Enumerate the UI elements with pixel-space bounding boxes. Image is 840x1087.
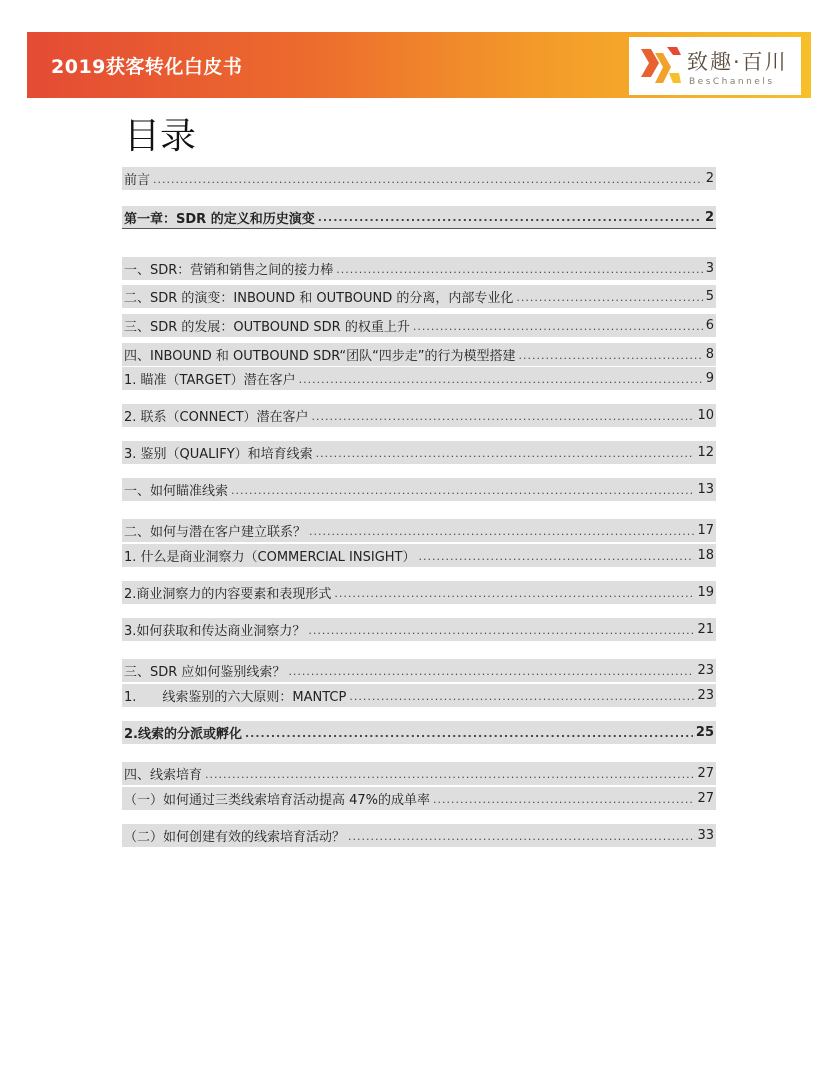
toc-entry[interactable]: 一、如何瞄准线索 ..... 13	[122, 478, 716, 501]
toc-entry[interactable]: （一）如何通过三类线索培育活动提高 47%的成单率 ..... 27	[122, 787, 716, 810]
document-title: 2019获客转化白皮书	[51, 56, 243, 78]
toc-entry[interactable]: 四、INBOUND 和 OUTBOUND SDR“团队“四步走”的行为模型搭建 ..... 8	[122, 343, 716, 366]
toc-entry[interactable]: 前言 ..... 2	[122, 167, 716, 190]
toc-entry[interactable]: 三、SDR 应如何鉴别线索？ ..... 23	[122, 659, 716, 682]
toc-entry[interactable]: 1. 线索鉴别的六大原则：MANTCP ..... 23	[122, 684, 716, 707]
toc-entry[interactable]: 一、SDR：营销和销售之间的接力棒 ..... 3	[122, 257, 716, 280]
toc-entry[interactable]: （二）如何创建有效的线索培育活动？ ..... 33	[122, 824, 716, 847]
logo-text-en: BesChannels	[689, 77, 775, 87]
toc-entry[interactable]: 3.如何获取和传达商业洞察力？ ..... 21	[122, 618, 716, 641]
toc-entry[interactable]: 3. 鉴别（QUALIFY）和培育线索 ..... 12	[122, 441, 716, 464]
toc-entry[interactable]: 1. 什么是商业洞察力（COMMERCIAL INSIGHT） ..... 18	[122, 544, 716, 567]
toc-entry[interactable]: 2.商业洞察力的内容要素和表现形式 ..... 19	[122, 581, 716, 604]
toc-entry[interactable]: 四、线索培育 ..... 27	[122, 762, 716, 785]
logo-text-cn: 致趣·百川	[687, 50, 788, 74]
toc-entry[interactable]: 2.线索的分派或孵化 ..... 25	[122, 721, 716, 744]
toc-heading: 目录	[124, 116, 197, 157]
header-banner	[27, 32, 811, 98]
beschannels-logo-mark-icon	[637, 43, 683, 89]
toc-entry[interactable]: 二、SDR 的演变：INBOUND 和 OUTBOUND 的分离，内部专业化 ..... 5	[122, 285, 716, 308]
toc-entry[interactable]: 2. 联系（CONNECT）潜在客户 ..... 10	[122, 404, 716, 427]
toc-entry[interactable]: 第一章：SDR 的定义和历史演变 ..... 2	[122, 206, 716, 229]
brand-logo	[629, 37, 801, 95]
toc-entry[interactable]: 1. 瞄准（TARGET）潜在客户 ..... 9	[122, 367, 716, 390]
toc-entry[interactable]: 二、如何与潜在客户建立联系？ ..... 17	[122, 519, 716, 542]
toc-entry[interactable]: 三、SDR 的发展：OUTBOUND SDR 的权重上升 ..... 6	[122, 314, 716, 337]
